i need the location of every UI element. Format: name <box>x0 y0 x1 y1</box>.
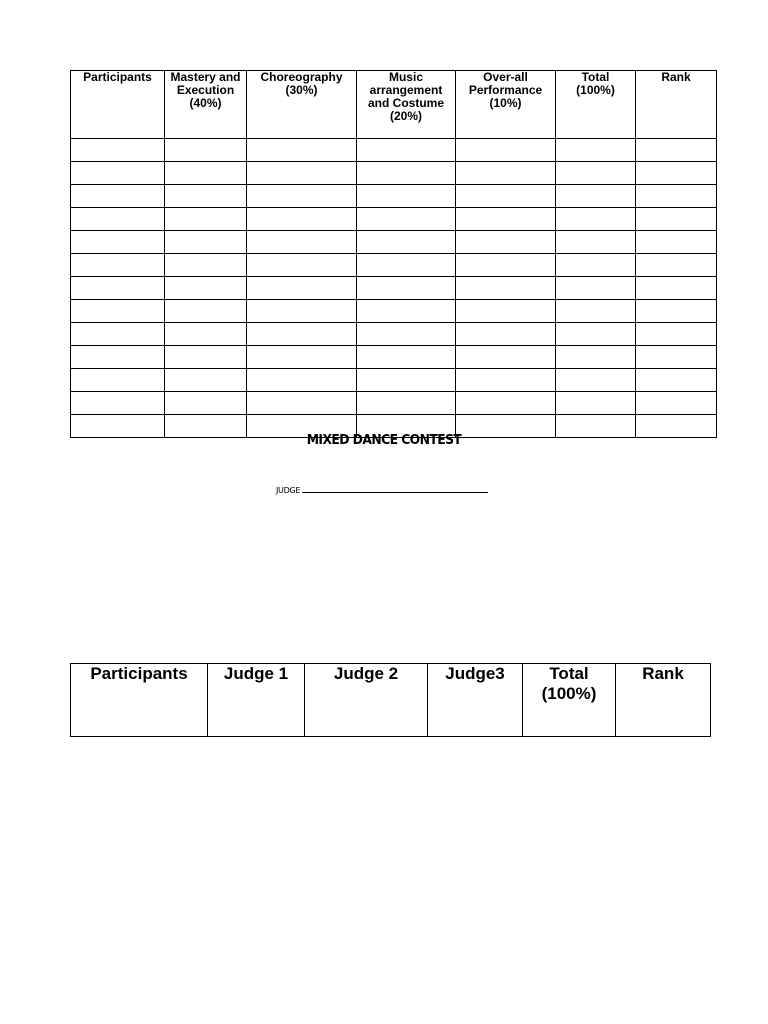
overall-cell[interactable] <box>456 208 556 231</box>
table-row <box>71 139 717 162</box>
rank-cell[interactable] <box>636 392 717 415</box>
music-costume-cell[interactable] <box>357 185 456 208</box>
participant-cell[interactable] <box>71 369 165 392</box>
participant-cell[interactable] <box>71 162 165 185</box>
overall-cell[interactable] <box>456 277 556 300</box>
overall-cell[interactable] <box>456 185 556 208</box>
total-cell[interactable] <box>556 323 636 346</box>
contest-title: MIXED DANCE CONTEST <box>306 433 462 448</box>
participant-cell[interactable] <box>71 139 165 162</box>
music-costume-cell[interactable] <box>357 277 456 300</box>
participant-cell[interactable] <box>71 392 165 415</box>
choreography-cell[interactable] <box>247 254 357 277</box>
summary-header-total: Total (100%) <box>523 664 616 737</box>
music-costume-cell[interactable] <box>357 208 456 231</box>
rank-cell[interactable] <box>636 346 717 369</box>
rank-cell[interactable] <box>636 162 717 185</box>
participant-cell[interactable] <box>71 300 165 323</box>
rank-cell[interactable] <box>636 231 717 254</box>
participant-cell[interactable] <box>71 323 165 346</box>
mastery-cell[interactable] <box>165 323 247 346</box>
header-overall-performance: Over-all Performance (10%) <box>456 71 556 139</box>
total-cell[interactable] <box>556 369 636 392</box>
summary-header-rank: Rank <box>616 664 711 737</box>
table-row <box>71 346 717 369</box>
choreography-cell[interactable] <box>247 323 357 346</box>
rank-cell[interactable] <box>636 277 717 300</box>
participant-cell[interactable] <box>71 346 165 369</box>
table-row <box>71 231 717 254</box>
choreography-cell[interactable] <box>247 392 357 415</box>
overall-cell[interactable] <box>456 346 556 369</box>
music-costume-cell[interactable] <box>357 392 456 415</box>
header-total: Total (100%) <box>556 71 636 139</box>
mastery-cell[interactable] <box>165 185 247 208</box>
table-row <box>71 162 717 185</box>
total-cell[interactable] <box>556 162 636 185</box>
summary-header-participants: Participants <box>71 664 208 737</box>
judge-label: JUDGE <box>276 486 301 495</box>
choreography-cell[interactable] <box>247 346 357 369</box>
total-cell[interactable] <box>556 254 636 277</box>
music-costume-cell[interactable] <box>357 346 456 369</box>
mastery-cell[interactable] <box>165 300 247 323</box>
judge-signature-line <box>276 484 488 495</box>
overall-cell[interactable] <box>456 231 556 254</box>
table-row <box>71 323 717 346</box>
table-row <box>71 369 717 392</box>
music-costume-cell[interactable] <box>357 369 456 392</box>
mastery-cell[interactable] <box>165 254 247 277</box>
table-row <box>71 392 717 415</box>
overall-cell[interactable] <box>456 254 556 277</box>
table-row <box>71 208 717 231</box>
choreography-cell[interactable] <box>247 139 357 162</box>
total-cell[interactable] <box>556 392 636 415</box>
music-costume-cell[interactable] <box>357 254 456 277</box>
overall-cell[interactable] <box>456 392 556 415</box>
overall-cell[interactable] <box>456 139 556 162</box>
total-cell[interactable] <box>556 139 636 162</box>
choreography-cell[interactable] <box>247 231 357 254</box>
total-cell[interactable] <box>556 185 636 208</box>
table-row <box>71 254 717 277</box>
mastery-cell[interactable] <box>165 369 247 392</box>
criteria-score-table <box>70 70 717 438</box>
participant-cell[interactable] <box>71 185 165 208</box>
participant-cell[interactable] <box>71 254 165 277</box>
judge-name-blank[interactable] <box>302 484 488 493</box>
header-choreography: Choreography (30%) <box>247 71 357 139</box>
header-music-costume: Music arrangement and Costume (20%) <box>357 71 456 139</box>
total-cell[interactable] <box>556 277 636 300</box>
rank-cell[interactable] <box>636 139 717 162</box>
music-costume-cell[interactable] <box>357 139 456 162</box>
header-participants: Participants <box>71 71 165 139</box>
music-costume-cell[interactable] <box>357 231 456 254</box>
mastery-cell[interactable] <box>165 392 247 415</box>
header-mastery-execution: Mastery and Execution (40%) <box>165 71 247 139</box>
choreography-cell[interactable] <box>247 162 357 185</box>
summary-header-judge-1: Judge 1 <box>208 664 305 737</box>
mastery-cell[interactable] <box>165 208 247 231</box>
overall-cell[interactable] <box>456 323 556 346</box>
choreography-cell[interactable] <box>247 277 357 300</box>
total-cell[interactable] <box>556 346 636 369</box>
choreography-cell[interactable] <box>247 208 357 231</box>
total-cell[interactable] <box>556 231 636 254</box>
judges-summary-table <box>70 663 711 737</box>
table-row <box>71 300 717 323</box>
mastery-cell[interactable] <box>165 231 247 254</box>
mastery-cell[interactable] <box>165 277 247 300</box>
summary-header-judge-2: Judge 2 <box>305 664 428 737</box>
music-costume-cell[interactable] <box>357 300 456 323</box>
mastery-cell[interactable] <box>165 346 247 369</box>
table-header-row <box>71 71 717 139</box>
header-rank: Rank <box>636 71 717 139</box>
score-table-body <box>71 139 717 438</box>
participant-cell[interactable] <box>71 231 165 254</box>
participant-cell[interactable] <box>71 277 165 300</box>
overall-cell[interactable] <box>456 369 556 392</box>
mastery-cell[interactable] <box>165 162 247 185</box>
total-cell[interactable] <box>556 300 636 323</box>
overall-cell[interactable] <box>456 300 556 323</box>
table-row <box>71 185 717 208</box>
summary-header-judge-3: Judge3 <box>428 664 523 737</box>
total-cell[interactable] <box>556 208 636 231</box>
rank-cell[interactable] <box>636 300 717 323</box>
summary-header-row <box>71 664 711 737</box>
music-costume-cell[interactable] <box>357 162 456 185</box>
music-costume-cell[interactable] <box>357 323 456 346</box>
overall-cell[interactable] <box>456 162 556 185</box>
choreography-cell[interactable] <box>247 369 357 392</box>
rank-cell[interactable] <box>636 208 717 231</box>
choreography-cell[interactable] <box>247 185 357 208</box>
table-row <box>71 277 717 300</box>
choreography-cell[interactable] <box>247 300 357 323</box>
rank-cell[interactable] <box>636 254 717 277</box>
rank-cell[interactable] <box>636 185 717 208</box>
mastery-cell[interactable] <box>165 139 247 162</box>
rank-cell[interactable] <box>636 369 717 392</box>
participant-cell[interactable] <box>71 208 165 231</box>
rank-cell[interactable] <box>636 323 717 346</box>
